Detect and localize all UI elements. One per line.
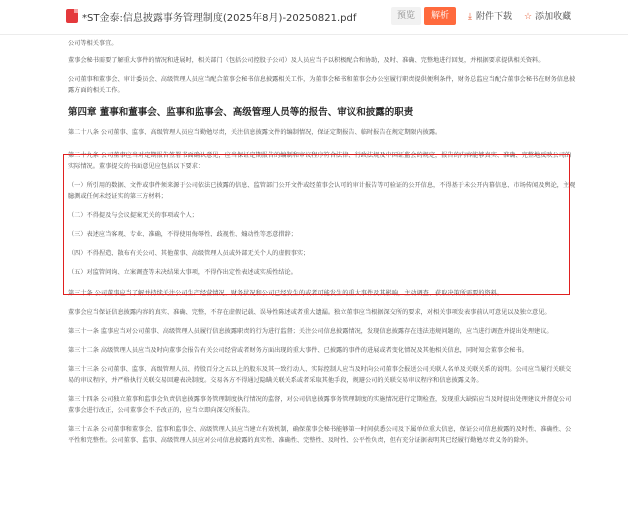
list-item-4: （四）不得捏造、散布有关公司、其他董事、高级管理人员或外部无关个人的虚假事实；	[68, 250, 310, 257]
add-favorite-label: 添加收藏	[535, 12, 572, 22]
add-favorite-button[interactable]	[524, 9, 571, 22]
parse-button[interactable]: 解析	[424, 7, 456, 25]
attachment-download-button[interactable]	[468, 9, 512, 22]
preview-button[interactable]: 预览	[391, 7, 421, 25]
document-toolbar	[0, 0, 628, 35]
paragraph-intro: 公司等相关事宜。	[68, 40, 118, 47]
star-icon: ☆	[524, 12, 533, 22]
paragraph-board-cooperation: 公司董事和董事会、审计委员会、高级管理人员应当配合董事会秘书信息披露相关工作，为董事会秘书和董事会办公室履行职责提供便利条件，财务总监应当配合董事会秘书在财务信息披露方面的相关工作。	[68, 76, 576, 94]
article-30: 第三十条 公司董事应当了解并持续关注公司生产经营情况、财务状况和公司已经发生的或者可能发生的重大事件及其影响，主动调查、获取决策所需要的资料。	[68, 290, 504, 297]
list-item-5: （五）对监管问询、立案调查等未决结果大事项，不得作出定性表述或实质性结论。	[68, 269, 297, 276]
article-33: 第三十三条 公司董事、监事、高级管理人员、持股百分之五以上的股东及其一致行动人、实际控制人应当及时向公司董事会报送公司关联人名单及关联关系的说明。公司应当履行关联交易的审议程序，并严格执行关联交易回避表决制度。交易各方不得通过隐瞒关联关系或者采取其他手段，规避公司的关联交易审议程序和信息披露义务。	[68, 366, 572, 384]
list-item-1: （一）所引用的数据、文件或事件须来源于公司依法已披露的信息、监管部门公开文件或经董事会认可的审计报告等可验证的公开信息，不得基于未公开内幕信息、市场传闻及舆论，主观臆测或任何未经证实的第三方材料；	[68, 182, 576, 200]
paragraph-secretary-cooperation: 董事会秘书需要了解重大事件的情况和进展时，相关部门（包括公司控股子公司）及人员应当予以积极配合和协助，及时、准确、完整地进行回复，并根据要求提供相关资料。	[68, 57, 545, 64]
list-item-3: （三）表述应当客观、专业、准确，不得使用侮辱性、歧视性、煽动性等恶意措辞；	[68, 231, 297, 238]
article-35: 第三十五条 公司董事和董事会、监事和监事会、高级管理人员应当建立有效机制，确保董事会秘书能够第一时间获悉公司及下属单位重大信息，保证公司信息披露的及时性、准确性、公平性和完整性。公司董事、监事、高级管理人员应对公司信息披露的真实性、准确性、完整性、及时性、公平性负责，但有充分证据表明其已经履行勤勉尽责义务的除外。	[68, 426, 572, 444]
file-title: *ST金泰:信息披露事务管理制度(2025年8月)-20250821.pdf	[82, 13, 357, 24]
list-item-2: （二）不得提及与会议提案无关的事项或个人；	[68, 212, 198, 219]
article-28: 第二十八条 公司董事、监事、高级管理人员应当勤勉尽责，关注信息披露文件的编制情况，保证定期报告、临时报告在规定期限内披露。	[68, 129, 442, 136]
highlight-box	[63, 154, 570, 295]
article-32: 第三十二条 高级管理人员应当及时向董事会报告有关公司经营或者财务方面出现的重大事件、已披露的事件的进展或者变化情况及其他相关信息，同时知会董事会秘书。	[68, 347, 528, 354]
download-icon: ⤓	[468, 12, 472, 22]
article-29: 第二十九条 公司董事应当对定期报告签署书面确认意见，应当保证定期报告的编制和审议程序符合法律、行政法规及中国证监会的规定，报告的内容能够真实、准确、完整地反映公司的实际情况。董事提交的书面意见应包括以下要求：	[68, 152, 572, 170]
paragraph-board-guarantee: 董事会应当保证信息披露内容的真实、准确、完整，不存在虚假记载、误导性陈述或者重大遗漏。独立董事应当根据深交所的要求，对相关事项发表事前认可意见以及独立意见。	[68, 309, 551, 316]
article-31: 第三十一条 监事应当对公司董事、高级管理人员履行信息披露职责的行为进行监督；关注公司信息披露情况，发现信息披露存在违法违规问题的，应当进行调查并提出处理建议。	[68, 328, 553, 335]
pdf-file-icon	[66, 9, 78, 23]
attachment-download-label: 附件下载	[475, 12, 512, 22]
article-34: 第三十四条 公司独立董事和监事会负责信息披露事务管理制度执行情况的监督，对公司信息披露事务管理制度的实施情况进行定期检查，发现重大缺陷应当及时提出处理建议并督促公司董事会进行改正，公司董事会不予改正的，应当立即向深交所报告。	[68, 396, 572, 414]
chapter-title: 第四章 董事和董事会、监事和监事会、高级管理人员等的报告、审议和披露的职责	[68, 107, 414, 118]
